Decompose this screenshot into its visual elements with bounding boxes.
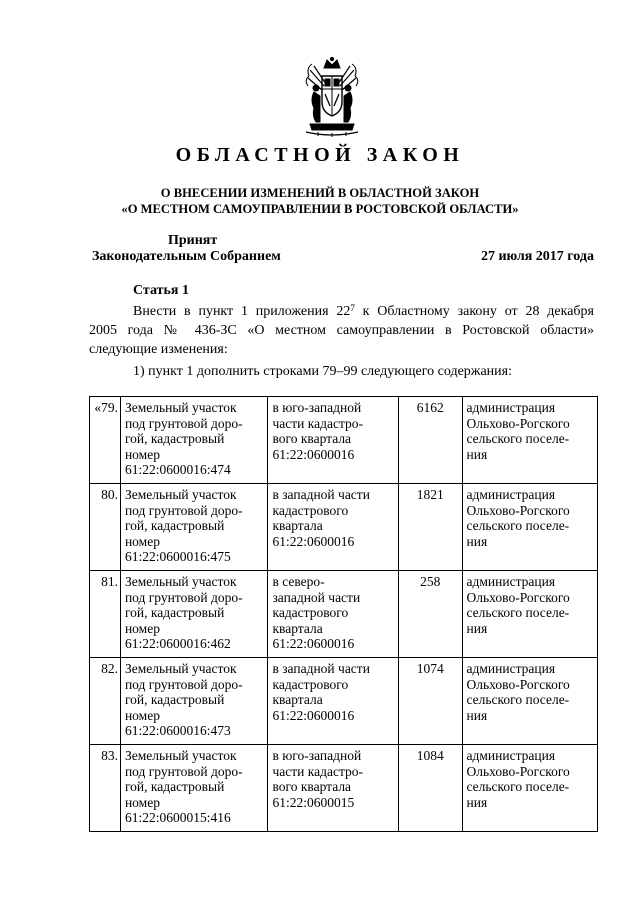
location-cell-line: 61:22:0600016 [272, 533, 355, 549]
location-cell-line: вого квартала [272, 779, 352, 794]
owner-cell-line: ния [466, 794, 488, 810]
object-cell [120, 397, 268, 484]
owner-cell-line: администрация [466, 400, 556, 415]
object-cell-line: Земельный участок [124, 748, 237, 763]
owner-cell-line: сельского поселе- [466, 779, 570, 794]
owner-cell-line: сельского поселе- [466, 518, 570, 533]
object-cell [120, 658, 268, 745]
amendment-item: 1) пункт 1 дополнить строками 79–99 следующего содержания: [133, 364, 512, 379]
location-cell-line: квартала [272, 620, 323, 636]
object-cell-line: под грунтовой доро- [124, 502, 243, 518]
object-cell-line: Земельный участок [124, 400, 237, 415]
subtitle-line-1: О ВНЕСЕНИИ ИЗМЕНЕНИЙ В ОБЛАСТНОЙ ЗАКОН [160, 186, 480, 200]
paragraph-line-3: следующие изменения: [89, 342, 228, 357]
object-cell-line: гой, кадастровый [124, 605, 225, 620]
owner-cell-line: ния [466, 533, 488, 549]
location-cell [268, 658, 398, 745]
object-cell-line: гой, кадастровый [124, 692, 225, 707]
location-cell-line: части кадастро- [272, 763, 364, 779]
object-cell-line: Земельный участок [124, 661, 237, 676]
object-cell-line: номер [124, 446, 160, 462]
table-row [90, 658, 598, 745]
land-plots-table-body [90, 397, 598, 832]
owner-cell-line: администрация [466, 574, 556, 589]
owner-cell-line: администрация [466, 748, 556, 763]
location-cell [268, 745, 398, 832]
owner-cell-line: Ольховo-Рогского [466, 763, 570, 779]
object-cell-line: гой, кадастровый [124, 431, 225, 446]
location-cell [268, 484, 398, 571]
object-cell-line: Земельный участок [124, 574, 237, 589]
row-number-cell: 82. [90, 658, 121, 745]
location-cell-line: 61:22:0600016 [272, 636, 355, 651]
area-cell: 1074 [398, 658, 462, 745]
location-cell-line: 61:22:0600016 [272, 446, 355, 462]
coat-of-arms-emblem [300, 56, 364, 138]
location-cell-line: кадастрового [272, 502, 349, 518]
object-cell [120, 484, 268, 571]
owner-cell-line: ния [466, 707, 488, 723]
location-cell-line: в северо- [272, 574, 325, 589]
adopting-body: Законодательным Собранием [92, 249, 281, 264]
table-row [90, 484, 598, 571]
location-cell [268, 397, 398, 484]
owner-cell-line: администрация [466, 661, 556, 676]
location-cell-line: 61:22:0600016 [272, 707, 355, 723]
location-cell-line: в западной части [272, 487, 370, 502]
owner-cell-line: ния [466, 620, 488, 636]
location-cell-line: части кадастро- [272, 415, 364, 431]
object-cell-line: номер [124, 794, 160, 810]
object-cell-line: номер [124, 707, 160, 723]
object-cell-line: гой, кадастровый [124, 518, 225, 533]
row-number-cell: «79. [90, 397, 121, 484]
object-cell-line: Земельный участок [124, 487, 237, 502]
area-cell: 1084 [398, 745, 462, 832]
owner-cell-line: Ольховo-Рогского [466, 502, 570, 518]
owner-cell-line: Ольховo-Рогского [466, 676, 570, 692]
location-cell-line: в юго-западной [272, 748, 362, 763]
owner-cell [462, 397, 597, 484]
table-row [90, 745, 598, 832]
object-cell-line: 61:22:0600016:475 [124, 549, 231, 564]
land-plots-table [89, 396, 598, 832]
owner-cell-line: ния [466, 446, 488, 462]
object-cell-line: под грунтовой доро- [124, 589, 243, 605]
location-cell-line: кадастрового [272, 676, 349, 692]
owner-cell-line: Ольховo-Рогского [466, 589, 570, 605]
owner-cell-line: администрация [466, 487, 556, 502]
area-cell: 1821 [398, 484, 462, 571]
location-cell-line: в юго-западной [272, 400, 362, 415]
adoption-date: 27 июля 2017 года [480, 249, 594, 264]
owner-cell [462, 658, 597, 745]
area-cell: 258 [398, 571, 462, 658]
owner-cell [462, 571, 597, 658]
row-number-cell: 80. [90, 484, 121, 571]
article-heading: Статья 1 [133, 283, 189, 298]
adoption-label: Принят [168, 233, 218, 248]
location-cell-line: квартала [272, 692, 323, 707]
location-cell-line: 61:22:0600015 [272, 794, 355, 810]
owner-cell [462, 745, 597, 832]
owner-cell-line: Ольховo-Рогского [466, 415, 570, 431]
object-cell [120, 745, 268, 832]
object-cell-line: под грунтовой доро- [124, 763, 243, 779]
subtitle-line-2: «О МЕСТНОМ САМОУПРАВЛЕНИИ В РОСТОВСКОЙ ОБЛАСТИ» [121, 202, 519, 216]
row-number-cell: 83. [90, 745, 121, 832]
location-cell-line: кадастрового [272, 605, 349, 620]
location-cell-line: в западной части [272, 661, 370, 676]
object-cell-line: гой, кадастровый [124, 779, 225, 794]
owner-cell-line: сельского поселе- [466, 692, 570, 707]
location-cell-line: вого квартала [272, 431, 352, 446]
object-cell-line: 61:22:0600016:462 [124, 636, 231, 651]
object-cell-line: под грунтовой доро- [124, 415, 243, 431]
owner-cell [462, 484, 597, 571]
location-cell-line: западной части [272, 589, 361, 605]
paragraph-line-1: Внести в пункт 1 приложения $22^7$ к Областному закону от 28 декабря [133, 303, 594, 319]
owner-cell-line: сельского поселе- [466, 605, 570, 620]
paragraph-line-2: 2005 года № 436-ЗС «О местном самоуправлении в Ростовской области» [89, 323, 594, 338]
object-cell-line: 61:22:0600016:474 [124, 462, 231, 477]
row-number-cell: 81. [90, 571, 121, 658]
document-title: ОБЛАСТНОЙ ЗАКОН [175, 144, 465, 166]
location-cell-line: квартала [272, 518, 323, 533]
location-cell [268, 571, 398, 658]
article-paragraph [89, 302, 594, 359]
table-row [90, 397, 598, 484]
owner-cell-line: сельского поселе- [466, 431, 570, 446]
object-cell-line: номер [124, 620, 160, 636]
document-subtitle [0, 185, 640, 217]
object-cell-line: 61:22:0600015:416 [124, 810, 231, 825]
object-cell-line: под грунтовой доро- [124, 676, 243, 692]
area-cell: 6162 [398, 397, 462, 484]
table-row [90, 571, 598, 658]
object-cell-line: номер [124, 533, 160, 549]
object-cell-line: 61:22:0600016:473 [124, 723, 231, 738]
superscript: 7 [350, 303, 355, 313]
object-cell [120, 571, 268, 658]
